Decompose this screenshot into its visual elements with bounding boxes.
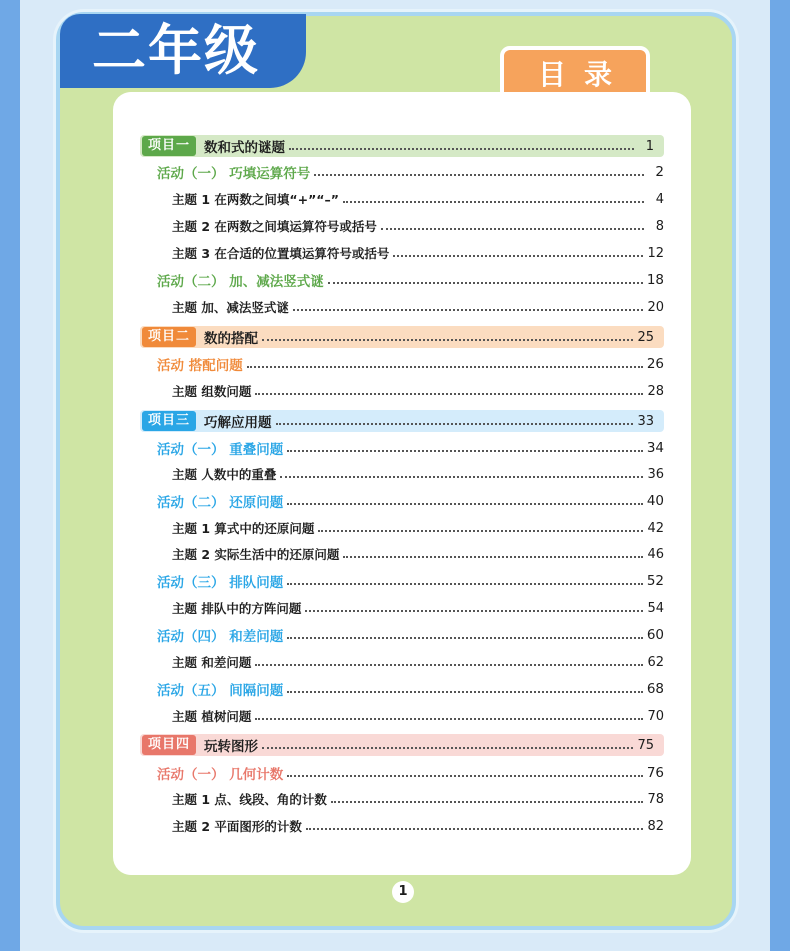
activity-title: 活动（二） 还原问题	[157, 495, 284, 511]
toc-topic[interactable]	[172, 296, 664, 318]
toc-project-4[interactable]	[140, 734, 664, 756]
topic-title: 主题 3 在合适的位置填运算符号或括号	[172, 246, 390, 261]
leader-dots	[276, 421, 634, 425]
toc-topic[interactable]	[172, 651, 664, 673]
leader-dots	[262, 337, 633, 341]
page-ref: 18	[646, 272, 664, 288]
topic-title: 主题 1 点、线段、角的计数	[172, 792, 327, 807]
topic-title: 主题 和差问题	[172, 655, 252, 670]
page-ref: 70	[647, 708, 664, 724]
leader-dots	[247, 364, 643, 368]
toc-topic[interactable]	[172, 705, 664, 727]
page-ref: 1	[645, 138, 654, 154]
page-ref: 40	[646, 493, 664, 509]
page-number: 1	[392, 881, 414, 903]
toc-topic[interactable]	[172, 517, 664, 539]
leader-dots	[280, 474, 643, 478]
topic-title: 主题 1 在两数之间填“+”“–”	[172, 192, 339, 207]
toc-topic[interactable]	[172, 463, 664, 485]
page-ref: 75	[637, 737, 654, 753]
leader-dots	[318, 528, 643, 532]
project-title: 玩转图形	[204, 739, 259, 755]
activity-title: 活动（一） 重叠问题	[157, 442, 284, 458]
topic-title: 主题 加、减法竖式谜	[172, 300, 289, 315]
toc-project-1[interactable]	[140, 135, 664, 157]
page-ref: 68	[646, 681, 664, 697]
leader-dots	[287, 635, 643, 639]
leader-dots	[289, 146, 634, 150]
toc-topic[interactable]	[172, 380, 664, 402]
toc-topic[interactable]	[172, 215, 664, 237]
toc-topic[interactable]	[172, 543, 664, 565]
toc-activity[interactable]	[157, 269, 664, 291]
project-badge: 项目三	[142, 411, 196, 431]
leader-dots	[381, 226, 644, 230]
leader-dots	[255, 716, 643, 720]
leader-dots	[262, 745, 633, 749]
page-ref: 46	[647, 546, 664, 562]
project-badge: 项目二	[142, 327, 196, 347]
leader-dots	[287, 773, 643, 777]
page-ref: 26	[646, 356, 664, 372]
leader-dots	[293, 307, 644, 311]
leader-dots	[305, 608, 643, 612]
topic-title: 主题 人数中的重叠	[172, 467, 277, 482]
leader-dots	[287, 501, 643, 505]
page-ref: 33	[637, 413, 654, 429]
topic-title: 主题 植树问题	[172, 709, 252, 724]
toc-activity[interactable]	[157, 437, 664, 459]
toc-topic[interactable]	[172, 597, 664, 619]
page-ref: 8	[655, 218, 664, 234]
project-badge: 项目一	[142, 136, 196, 156]
leader-dots	[343, 554, 643, 558]
toc-project-3[interactable]	[140, 410, 664, 432]
leader-dots	[328, 280, 643, 284]
page-ref: 52	[646, 573, 664, 589]
toc-topic[interactable]	[172, 242, 664, 264]
topic-title: 主题 1 算式中的还原问题	[172, 521, 315, 536]
page-ref: 54	[647, 600, 664, 616]
topic-title: 主题 组数问题	[172, 384, 252, 399]
topic-title: 主题 2 实际生活中的还原问题	[172, 547, 340, 562]
toc-activity[interactable]	[157, 762, 664, 784]
topic-title: 主题 2 平面图形的计数	[172, 819, 302, 834]
leader-dots	[287, 689, 643, 693]
toc-activity[interactable]	[157, 678, 664, 700]
toc-topic[interactable]	[172, 188, 664, 210]
leader-dots	[255, 662, 643, 666]
toc-topic[interactable]	[172, 788, 664, 810]
leader-dots	[255, 391, 643, 395]
project-title: 数和式的谜题	[204, 140, 286, 156]
page-ref: 62	[647, 654, 664, 670]
leader-dots	[331, 799, 644, 803]
project-badge: 项目四	[142, 735, 196, 755]
page-ref: 34	[646, 440, 664, 456]
page-ref: 2	[655, 164, 664, 180]
contents-title: 目录	[537, 58, 630, 91]
page-ref: 78	[647, 791, 664, 807]
topic-title: 主题 2 在两数之间填运算符号或括号	[172, 219, 377, 234]
toc-project-2[interactable]	[140, 326, 664, 348]
page-ref: 42	[647, 520, 664, 536]
toc-activity[interactable]	[157, 490, 664, 512]
page-ref: 12	[647, 245, 664, 261]
page-ref: 25	[637, 329, 654, 345]
leader-dots	[343, 199, 644, 203]
activity-title: 活动（一） 几何计数	[157, 767, 284, 783]
activity-title: 活动（三） 排队问题	[157, 575, 284, 591]
activity-title: 活动（二） 加、减法竖式谜	[157, 274, 324, 290]
leader-dots	[306, 826, 644, 830]
toc-activity[interactable]	[157, 624, 664, 646]
activity-title: 活动（一） 巧填运算符号	[157, 166, 311, 182]
grade-title: 二年级	[92, 19, 260, 82]
page-ref: 20	[647, 299, 664, 315]
leader-dots	[287, 448, 643, 452]
project-title: 巧解应用题	[204, 415, 272, 431]
topic-title: 主题 排队中的方阵问题	[172, 601, 302, 616]
page-ref: 60	[646, 627, 664, 643]
leader-dots	[287, 581, 643, 585]
activity-title: 活动（五） 间隔问题	[157, 683, 284, 699]
leader-dots	[393, 253, 643, 257]
toc-activity[interactable]	[157, 570, 664, 592]
page-ref: 36	[647, 466, 664, 482]
leader-dots	[314, 172, 644, 176]
page-ref: 82	[647, 818, 664, 834]
toc-activity[interactable]	[157, 353, 664, 375]
toc-activity[interactable]	[157, 161, 664, 183]
page-ref: 76	[646, 765, 664, 781]
project-title: 数的搭配	[204, 331, 259, 347]
toc-topic[interactable]	[172, 815, 664, 837]
page-ref: 28	[647, 383, 664, 399]
page-ref: 4	[655, 191, 664, 207]
activity-title: 活动（四） 和差问题	[157, 629, 284, 645]
activity-title: 活动 搭配问题	[157, 358, 243, 374]
